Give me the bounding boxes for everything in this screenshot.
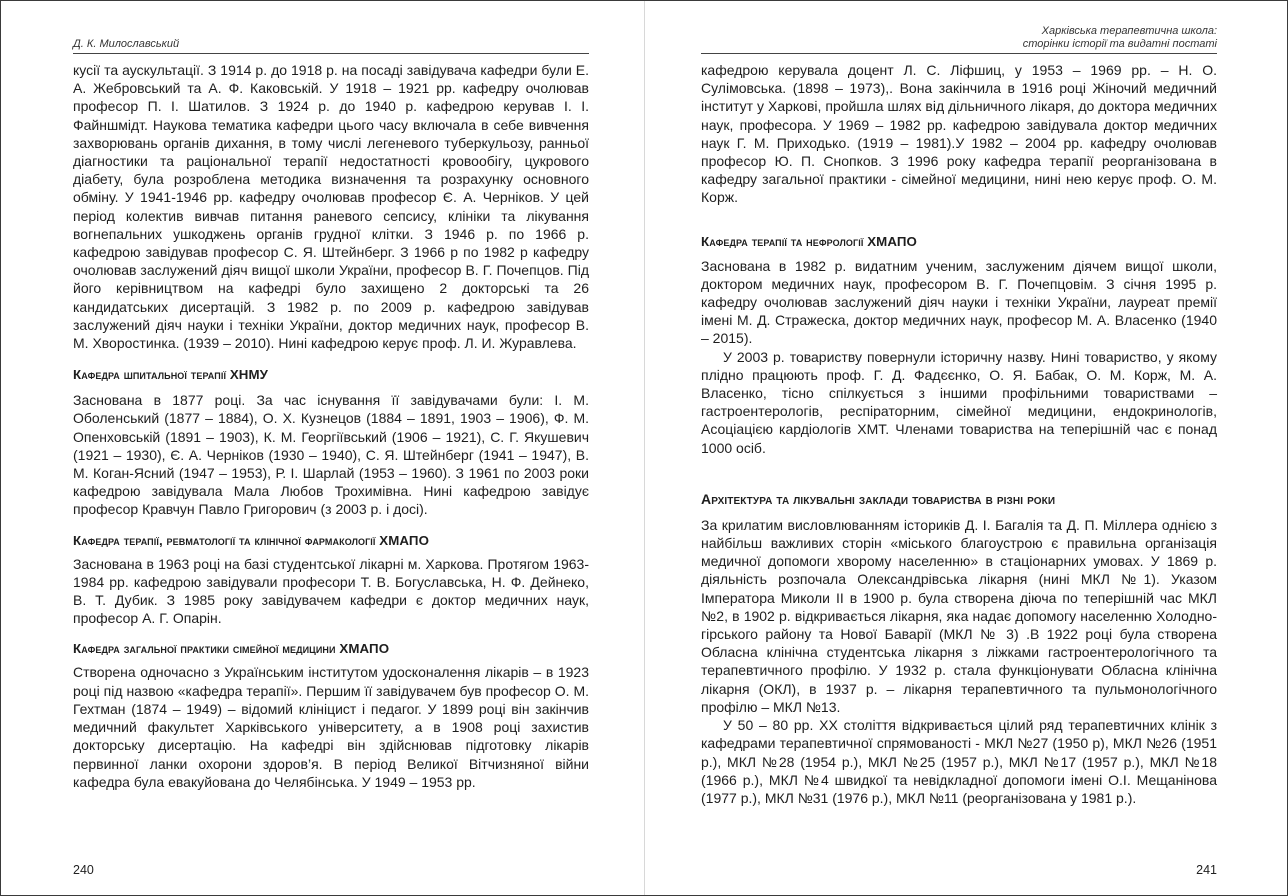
section-body-architecture-1: За крилатим висловлюванням істориків Д. І. Багалія та Д. П. Міллера однією з найбільш важливих сторін «міського благоустрою є правильна організація медичної допомоги хворому населенню» в стаціонарних умовах. У 1869 р. діяльність розпочала Олександрівська лікарня (нині МКЛ №1). Указом Імператора Миколи ІІ в 1900 р. була створена діюча по теперішній час МКЛ №2, в 1902 р. відкривається лікарня, яка надає допомогу населенню Холодно-гірського району та Нової Баварії (МКЛ № 3) .В 1922 році була створена Обласна клінічна студентська лікарня з ліжками гастроентерологічного та терапевтичного профілю. У 1932 р. стала функціонувати Обласна клінічна лікарня (ОКЛ), в 1937 р. – лікарня терапевтичного та пульмонологічного профілю – МКЛ №13. [701,516,1217,715]
section-body-nephrology-2: У 2003 р. товариству повернули історичну назву. Нині товариство, у якому плідно працюють проф. Г. Д. Фадєєнко, О. Я. Бабак, О. М. Корж, М. А. Власенко, тісно спілкується з іншими профільними товариствами – гастроентерологів, респіраторним, сімейної медицини, ендокринологів, Асоціацією кардіологів ХМТ. Членами товариства на теперішній час є понад 1000 осіб. [701,348,1217,456]
section-body-family-medicine: Створена одночасно з Українським інститутом удосконалення лікарів – в 1923 році під назвою «кафедра терапії». Першим її завідувачем був професор О. М. Гехтман (1874 – 1949) – відомий клініцист і педагог. У 1899 році він закінчив медичний факультет Харківського університету, а в 1908 році захистив докторську дисертацію. На кафедрі він здійснював підготовку лікарів первинної ланки охорони здоров’я. В період Великої Вітчизняної війни кафедра була евакуйована до Челябінська. У 1949 – 1953 рр. [73,664,589,790]
section-body-nephrology-1: Заснована в 1982 р. видатним ученим, заслуженим діячем вищої школи, доктором медичних наук, професором В. Г. Почепцовім. З січня 1995 р. кафедру очолював заслужений діяч науки і техніки України, лауреат премії імені М. Д. Стражеска, доктор медичних наук, професор М. А. Власенко (1940 – 2015). [701,257,1217,347]
right-page-number: 241 [1196,863,1217,877]
section-heading-hospital-therapy: Кафедра шпитальної терапії ХНМУ [73,367,269,383]
right-continuation-paragraph: кафедрою керувала доцент Л. С. Ліфшиц, у 1953 – 1969 рр. – Н. О. Сулімовська. (1898 – 1973),. Вона закінчила в 1916 році Жіночий медичний інститут у Харкові, пройшла шлях від дільничного лікаря, до доктора медичних наук, професора. У 1969 – 1982 рр. кафедрою завідувала доктор медичних наук Г. М. Приходько. (1919 – 1981).У 1982 – 2004 рр. кафедру очолював професор Ю. П. Снопков. З 1996 року кафедра терапії реорганізована в кафедру загальної практики - сімейної медицини, нині нею керує проф. О. М. Корж. [701,62,1217,206]
section-body-hospital-therapy: Заснована в 1877 році. За час існування її завідувачами були: І. М. Оболенський (1877 – 1884), О. Х. Кузнецов (1884 – 1891, 1903 – 1906), Ф. М. Опенховській (1891 – 1903), К. М. Георгіївський (1906 – 1921), С. Г. Якушевич (1921 – 1930), Є. А. Черніков (1930 – 1940), С. Я. Штейнберг (1941 – 1947), В. М. Коган-Ясний (1947 – 1953), Р. І. Шарлай (1953 – 1960). З 1961 по 2003 роки кафедрою завідувала Мала Любов Трохимівна. Нині кафедрою завідує професор Кравчун Павло Григорович (з 2003 р. і досі). [73,392,589,518]
section-heading-rheumatology: Кафедра терапії, ревматології та клінічної фармакології ХМАПО [73,532,430,548]
section-heading-family-medicine: Кафедра загальної практики сімейної медицини ХМАПО [73,641,390,657]
section-body-architecture-2: У 50 – 80 рр. ХХ століття відкривається цілий ряд терапевтичних клінік з кафедрами терапевтичної спрямованості - МКЛ №27 (1950 р), МКЛ №26 (1951 р.), МКЛ №28 (1954 р.), МКЛ №25 (1957 р.), МКЛ №17 (1957 р.), МКЛ №18 (1966 р.), МКЛ №4 швидкої та невідкладної допомоги імені О.І. Мещанінова (1977 р.), МКЛ №31 (1976 р.), МКЛ №11 (реорганізована у 1981 р.). [701,717,1217,806]
right-page-body [701,61,1217,807]
section-heading-nephrology: Кафедра терапії та нефрології ХМАПО [701,233,917,249]
left-page-number: 240 [73,863,94,877]
right-page [701,1,1217,896]
right-header-rule [701,53,1217,54]
left-page-body [73,61,589,791]
left-header-rule [73,53,589,54]
left-page [73,1,589,896]
right-running-head-line1: Харківська терапевтична школа: [1041,25,1217,37]
right-running-head-line2: сторінки історії та видатні постаті [1022,38,1217,50]
section-heading-architecture: Архітектура та лікувальні заклади товариства в різні роки [701,490,1056,507]
page-gutter [644,1,645,896]
left-running-head: Д. К. Милославський [73,38,180,50]
right-running-head [701,25,1217,51]
left-continuation-paragraph: кусії та аускультації. З 1914 р. до 1918 р. на посаді завідувача кафедри були Е. А. Жебровський та А. Ф. Каковській. У 1918 – 1921 рр. кафедру очолював професор П. І. Шатилов. З 1924 р. до 1940 р. кафедрою керував І. І. Файншмідт. Наукова тематика кафедри цього часу включала в себе вивчення захворювань органів дихання, в тому числі легеневого туберкульозу, ранньої діагностики та раціональної терапії недостатності кровообігу, цукрового діабету, була розроблена методика визначення та розрахунку основного обміну. У 1941-1946 рр. кафедру очолював професор Є. А. Черніков. У цей період колектив вивчав питання раневого сепсису, клініки та лікування вогнепальних ушкоджень органів грудної клітки. З 1946 р. по 1966 р. кафедрою завідував професор С. Я. Штейнберг. З 1966 р по 1982 р кафедру очолював заслужений діяч вищої школи України, професор В. Г. Почепцов. Під його керівництвом на кафедрі було захищено 2 докторські та 26 кандидатських дисертацій. З 1982 р. по 2009 р. кафедрою завідував заслужений діяч науки і техніки України, доктор медичних наук, професор В. М. Хворостинка. (1939 – 2010). Нині кафедрою керує проф. Л. И. Журавлева. [73,62,589,352]
section-body-rheumatology: Заснована в 1963 році на базі студентської лікарні м. Харкова. Протягом 1963-1984 рр. кафедрою завідували професори Т. В. Богуславська, Н. Ф. Дейнеко, В. Т. Дубик. З 1985 року завідувачем кафедри є доктор медичних наук, професор А. Г. Опарін. [73,555,589,627]
